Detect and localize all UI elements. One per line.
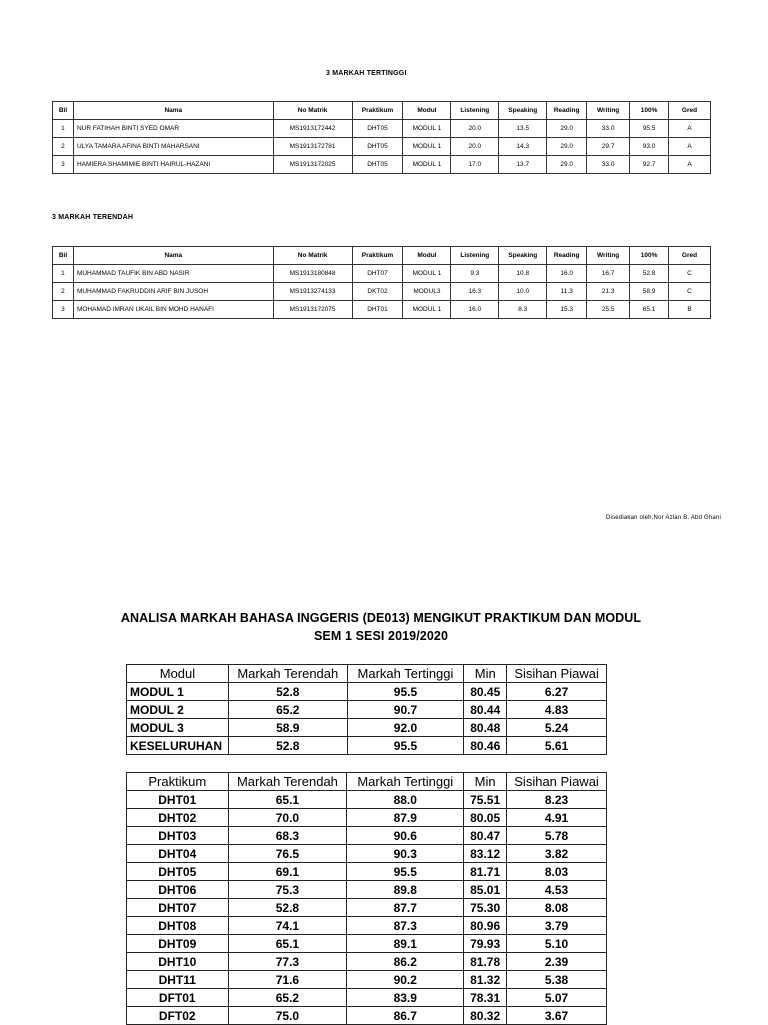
table-cell: C bbox=[669, 283, 711, 301]
table-row bbox=[127, 683, 607, 701]
table-cell: 81.78 bbox=[464, 953, 507, 971]
column-header: Reading bbox=[547, 102, 587, 120]
table-cell: 70.0 bbox=[228, 809, 347, 827]
table-cell: 52.8 bbox=[228, 737, 347, 755]
table-cell: 85.01 bbox=[464, 881, 507, 899]
table-cell: 93.0 bbox=[630, 138, 669, 156]
table-cell: 58.9 bbox=[228, 719, 347, 737]
column-header: Praktikum bbox=[127, 773, 229, 791]
table-cell: 52.8 bbox=[228, 899, 347, 917]
table-cell: DHT06 bbox=[127, 881, 229, 899]
table-cell: 6.27 bbox=[507, 683, 607, 701]
table-cell: 95.5 bbox=[347, 863, 464, 881]
table-header-row bbox=[127, 773, 607, 791]
table-cell: 58.9 bbox=[630, 283, 669, 301]
table-cell: 90.3 bbox=[347, 845, 464, 863]
table-cell: 80.05 bbox=[464, 809, 507, 827]
table-cell: MOHAMAD IMRAN UKAIL BIN MOHD HANAFI bbox=[73, 301, 273, 319]
table-cell: 69.1 bbox=[228, 863, 347, 881]
table-cell: 3 bbox=[53, 301, 74, 319]
table-cell: HAMIERA SHAMIMIE BINTI HAIRUL-HAZANI bbox=[73, 156, 273, 174]
table-cell: MS1913180848 bbox=[273, 265, 352, 283]
table-cell: 80.44 bbox=[464, 701, 507, 719]
table-cell: 75.0 bbox=[228, 1007, 347, 1025]
table-row bbox=[127, 737, 607, 755]
table-cell: 16.0 bbox=[451, 301, 499, 319]
table-cell: 95.5 bbox=[347, 737, 464, 755]
column-header: Nama bbox=[73, 102, 273, 120]
column-header: Markah Tertinggi bbox=[347, 773, 464, 791]
table-cell: 75.3 bbox=[228, 881, 347, 899]
table-cell: 11.3 bbox=[547, 283, 587, 301]
table-cell: 90.6 bbox=[347, 827, 464, 845]
table-row bbox=[127, 953, 607, 971]
table-cell: 90.2 bbox=[347, 971, 464, 989]
table-cell: MODUL3 bbox=[403, 283, 451, 301]
table-row bbox=[53, 283, 711, 301]
table-cell: 16.0 bbox=[547, 265, 587, 283]
table-cell: 33.0 bbox=[587, 156, 630, 174]
table-cell: 80.46 bbox=[464, 737, 507, 755]
table-cell: DHT03 bbox=[127, 827, 229, 845]
column-header: Markah Tertinggi bbox=[347, 665, 464, 683]
table-cell: DHT01 bbox=[352, 301, 403, 319]
table-cell: 29.0 bbox=[547, 156, 587, 174]
table-cell: MODUL 1 bbox=[403, 120, 451, 138]
table-cell: 33.0 bbox=[587, 120, 630, 138]
table-cell: ULYA TAMARA AFINA BINTI MAHARSANI bbox=[73, 138, 273, 156]
table-row bbox=[127, 701, 607, 719]
table-cell: 89.8 bbox=[347, 881, 464, 899]
table-cell: MODUL 3 bbox=[127, 719, 229, 737]
table-cell: 16.7 bbox=[587, 265, 630, 283]
table-cell: DHT02 bbox=[127, 809, 229, 827]
table-cell: A bbox=[669, 120, 711, 138]
table-cell: MS1913172781 bbox=[273, 138, 352, 156]
table-cell: DHT07 bbox=[127, 899, 229, 917]
table-cell: 92.0 bbox=[347, 719, 464, 737]
table-cell: MODUL 1 bbox=[403, 138, 451, 156]
table-cell: DHT05 bbox=[352, 120, 403, 138]
table-cell: DHT10 bbox=[127, 953, 229, 971]
table-cell: A bbox=[669, 138, 711, 156]
table-row bbox=[127, 1007, 607, 1025]
table-cell: DHT05 bbox=[127, 863, 229, 881]
column-header: Markah Terendah bbox=[228, 773, 347, 791]
table-cell: 29.7 bbox=[587, 138, 630, 156]
table-cell: 8.03 bbox=[507, 863, 607, 881]
column-header: Nama bbox=[73, 247, 273, 265]
column-header: Sisihan Piawai bbox=[507, 773, 607, 791]
column-header: Writing bbox=[587, 102, 630, 120]
table-cell: 5.24 bbox=[507, 719, 607, 737]
table-cell: 88.0 bbox=[347, 791, 464, 809]
table-cell: 83.12 bbox=[464, 845, 507, 863]
top-caption: 3 MARKAH TERTINGGI bbox=[326, 70, 407, 77]
table-row bbox=[127, 845, 607, 863]
table-cell: 25.5 bbox=[587, 301, 630, 319]
column-header: No Matrik bbox=[273, 102, 352, 120]
table-row bbox=[53, 156, 711, 174]
table-row bbox=[127, 863, 607, 881]
table-cell: 5.38 bbox=[507, 971, 607, 989]
table-header-row bbox=[127, 665, 607, 683]
table-cell: MS1913172442 bbox=[273, 120, 352, 138]
analysis-title: ANALISA MARKAH BAHASA INGGERIS (DE013) MENGIKUT PRAKTIKUM DAN MODUL bbox=[120, 611, 642, 625]
column-header: Gred bbox=[669, 102, 711, 120]
table-cell: 4.53 bbox=[507, 881, 607, 899]
table-cell: 5.10 bbox=[507, 935, 607, 953]
table-cell: 10.0 bbox=[499, 283, 547, 301]
table-cell: MUHAMMAD TAUFIK BIN ABD NASIR bbox=[73, 265, 273, 283]
table-cell: 5.78 bbox=[507, 827, 607, 845]
table-cell: DHT08 bbox=[127, 917, 229, 935]
top-marks-table bbox=[52, 101, 711, 174]
table-cell: 76.5 bbox=[228, 845, 347, 863]
table-cell: 29.0 bbox=[547, 138, 587, 156]
table-cell: 87.7 bbox=[347, 899, 464, 917]
table-cell: 52.8 bbox=[228, 683, 347, 701]
table-cell: 4.83 bbox=[507, 701, 607, 719]
column-header: Listening bbox=[451, 102, 499, 120]
table-cell: 86.2 bbox=[347, 953, 464, 971]
table-cell: DHT04 bbox=[127, 845, 229, 863]
table-cell: 81.32 bbox=[464, 971, 507, 989]
table-cell: 1 bbox=[53, 265, 74, 283]
table-row bbox=[127, 827, 607, 845]
table-cell: 65.2 bbox=[228, 701, 347, 719]
table-row bbox=[53, 265, 711, 283]
prepared-by: Disediakan oleh,Nor Azlan B. Abd Ghani bbox=[606, 515, 721, 521]
table-cell: 65.1 bbox=[228, 791, 347, 809]
table-header-row bbox=[53, 247, 711, 265]
table-cell: DFT01 bbox=[127, 989, 229, 1007]
table-cell: 80.47 bbox=[464, 827, 507, 845]
table-cell: 3.79 bbox=[507, 917, 607, 935]
table-cell: DHT09 bbox=[127, 935, 229, 953]
column-header: Praktikum bbox=[352, 247, 403, 265]
table-cell: 3.67 bbox=[507, 1007, 607, 1025]
column-header: Speaking bbox=[499, 247, 547, 265]
table-cell: 65.1 bbox=[228, 935, 347, 953]
table-cell: MODUL 1 bbox=[403, 156, 451, 174]
table-cell: 2 bbox=[53, 283, 74, 301]
table-cell: 95.5 bbox=[630, 120, 669, 138]
table-cell: 79.93 bbox=[464, 935, 507, 953]
table-cell: 2 bbox=[53, 138, 74, 156]
table-cell: 9.3 bbox=[451, 265, 499, 283]
table-cell: 65.2 bbox=[228, 989, 347, 1007]
column-header: Sisihan Piawai bbox=[507, 665, 607, 683]
table-cell: 4.91 bbox=[507, 809, 607, 827]
table-cell: KESELURUHAN bbox=[127, 737, 229, 755]
table-row bbox=[127, 881, 607, 899]
table-cell: DHT11 bbox=[127, 971, 229, 989]
column-header: Markah Terendah bbox=[228, 665, 347, 683]
table-cell: 20.0 bbox=[451, 138, 499, 156]
table-row bbox=[127, 791, 607, 809]
table-cell: 15.3 bbox=[547, 301, 587, 319]
table-cell: 13.7 bbox=[499, 156, 547, 174]
table-row bbox=[127, 935, 607, 953]
table-cell: 80.96 bbox=[464, 917, 507, 935]
table-cell: 78.31 bbox=[464, 989, 507, 1007]
table-cell: MUHAMMAD FAKRUDDIN ARIF BIN JUSOH bbox=[73, 283, 273, 301]
table-cell: MODUL 1 bbox=[403, 265, 451, 283]
table-cell: MS1913172075 bbox=[273, 301, 352, 319]
table-cell: 8.3 bbox=[499, 301, 547, 319]
table-cell: DKT02 bbox=[352, 283, 403, 301]
column-header: Writing bbox=[587, 247, 630, 265]
table-cell: MS1913274133 bbox=[273, 283, 352, 301]
praktikum-analysis-table bbox=[126, 772, 607, 1025]
table-cell: 3.82 bbox=[507, 845, 607, 863]
table-cell: 10.8 bbox=[499, 265, 547, 283]
table-cell: 92.7 bbox=[630, 156, 669, 174]
table-cell: DHT07 bbox=[352, 265, 403, 283]
column-header: Modul bbox=[403, 102, 451, 120]
table-row bbox=[127, 899, 607, 917]
table-cell: 71.6 bbox=[228, 971, 347, 989]
table-cell: DFT02 bbox=[127, 1007, 229, 1025]
column-header: Gred bbox=[669, 247, 711, 265]
table-cell: C bbox=[669, 265, 711, 283]
table-cell: NUR FATIHAH BINTI SYED OMAR bbox=[73, 120, 273, 138]
table-cell: 80.45 bbox=[464, 683, 507, 701]
table-cell: 5.61 bbox=[507, 737, 607, 755]
column-header: No Matrik bbox=[273, 247, 352, 265]
table-cell: 81.71 bbox=[464, 863, 507, 881]
table-cell: 2.39 bbox=[507, 953, 607, 971]
table-cell: 16.3 bbox=[451, 283, 499, 301]
table-cell: DHT05 bbox=[352, 156, 403, 174]
table-cell: 1 bbox=[53, 120, 74, 138]
table-cell: 5.07 bbox=[507, 989, 607, 1007]
column-header: Praktikum bbox=[352, 102, 403, 120]
table-cell: MODUL 1 bbox=[127, 683, 229, 701]
table-cell: 80.48 bbox=[464, 719, 507, 737]
table-cell: DHT05 bbox=[352, 138, 403, 156]
table-cell: A bbox=[669, 156, 711, 174]
column-header: Modul bbox=[127, 665, 229, 683]
column-header: Speaking bbox=[499, 102, 547, 120]
table-cell: MODUL 2 bbox=[127, 701, 229, 719]
table-cell: 3 bbox=[53, 156, 74, 174]
column-header: Min bbox=[464, 665, 507, 683]
table-header-row bbox=[53, 102, 711, 120]
table-cell: 21.3 bbox=[587, 283, 630, 301]
table-cell: 74.1 bbox=[228, 917, 347, 935]
table-cell: MS1913172025 bbox=[273, 156, 352, 174]
table-row bbox=[127, 971, 607, 989]
table-cell: 95.5 bbox=[347, 683, 464, 701]
table-cell: 89.1 bbox=[347, 935, 464, 953]
table-cell: 13.5 bbox=[499, 120, 547, 138]
table-cell: 14.3 bbox=[499, 138, 547, 156]
column-header: Reading bbox=[547, 247, 587, 265]
table-row bbox=[53, 301, 711, 319]
bottom-caption: 3 MARKAH TERENDAH bbox=[52, 214, 134, 221]
table-row bbox=[127, 809, 607, 827]
table-cell: 87.9 bbox=[347, 809, 464, 827]
column-header: 100% bbox=[630, 102, 669, 120]
modul-analysis-table bbox=[126, 664, 607, 755]
table-row bbox=[127, 989, 607, 1007]
table-row bbox=[53, 138, 711, 156]
column-header: Bil bbox=[53, 247, 74, 265]
table-cell: 65.1 bbox=[630, 301, 669, 319]
table-cell: 86.7 bbox=[347, 1007, 464, 1025]
table-cell: 80.32 bbox=[464, 1007, 507, 1025]
table-cell: 8.08 bbox=[507, 899, 607, 917]
table-cell: 87.3 bbox=[347, 917, 464, 935]
table-cell: 29.0 bbox=[547, 120, 587, 138]
table-row bbox=[53, 120, 711, 138]
table-cell: MODUL 1 bbox=[403, 301, 451, 319]
table-cell: 8.23 bbox=[507, 791, 607, 809]
table-cell: DHT01 bbox=[127, 791, 229, 809]
table-cell: 83.9 bbox=[347, 989, 464, 1007]
table-cell: 90.7 bbox=[347, 701, 464, 719]
table-cell: 75.30 bbox=[464, 899, 507, 917]
column-header: Listening bbox=[451, 247, 499, 265]
column-header: Modul bbox=[403, 247, 451, 265]
analysis-subtitle: SEM 1 SESI 2019/2020 bbox=[313, 629, 449, 643]
table-row bbox=[127, 917, 607, 935]
table-cell: 77.3 bbox=[228, 953, 347, 971]
table-cell: 52.8 bbox=[630, 265, 669, 283]
table-row bbox=[127, 719, 607, 737]
bottom-marks-table bbox=[52, 246, 711, 319]
table-cell: B bbox=[669, 301, 711, 319]
column-header: Min bbox=[464, 773, 507, 791]
table-cell: 20.0 bbox=[451, 120, 499, 138]
table-cell: 17.0 bbox=[451, 156, 499, 174]
column-header: 100% bbox=[630, 247, 669, 265]
column-header: Bil bbox=[53, 102, 74, 120]
table-cell: 68.3 bbox=[228, 827, 347, 845]
table-cell: 75.51 bbox=[464, 791, 507, 809]
